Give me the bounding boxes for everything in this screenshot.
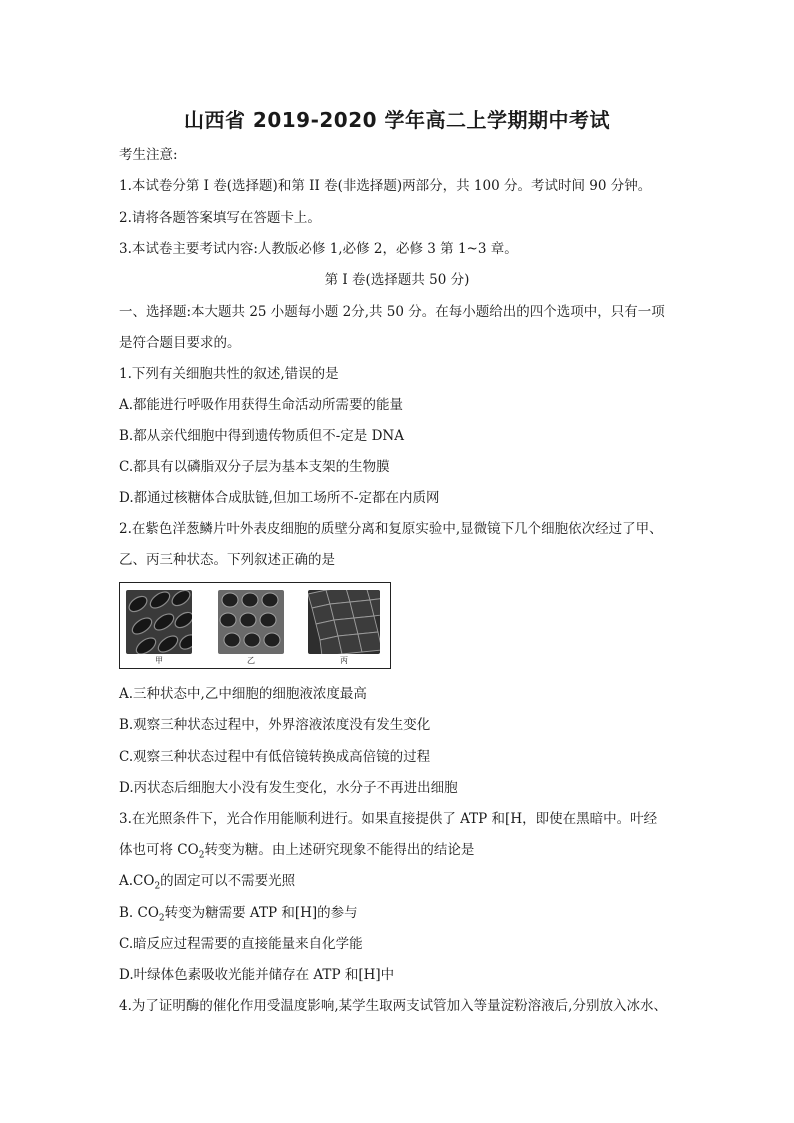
notice-2: 2.请将各题答案填写在答题卡上。 xyxy=(119,210,321,226)
micrograph-label-jia: 甲 xyxy=(155,656,163,665)
micrograph-bing xyxy=(308,590,380,654)
q2-option-a: A.三种状态中,乙中细胞的细胞液浓度最高 xyxy=(119,686,367,702)
micrograph-label-bing: 丙 xyxy=(340,656,348,665)
q2-option-c: C.观察三种状态过程中有低倍镜转换成高倍镜的过程 xyxy=(119,749,431,765)
q2-option-b: B.观察三种状态过程中，外界溶液浓度没有发生变化 xyxy=(119,717,431,733)
q1-option-b: B.都从亲代细胞中得到遗传物质但不-定是 DNA xyxy=(119,428,404,444)
q2-stem-line-2: 乙、丙三种状态。下列叙述正确的是 xyxy=(119,552,335,568)
q3-option-c: C.暗反应过程需要的直接能量来自化学能 xyxy=(119,936,363,952)
q3-option-d: D.叶绿体色素吸收光能并储存在 ATP 和[H]中 xyxy=(119,967,395,983)
micrograph-label-yi: 乙 xyxy=(247,656,255,665)
q4-stem: 4.为了证明酶的催化作用受温度影响,某学生取两支试管加入等量淀粉溶液后,分别放入冰水、 xyxy=(119,998,667,1014)
micrograph-jia xyxy=(126,590,192,654)
q3-option-a: $A.CO_2$的固定可以不需要光照 xyxy=(119,873,296,892)
q1-option-a: A.都能进行呼吸作用获得生命活动所需要的能量 xyxy=(119,397,404,413)
q1-option-c: C.都具有以磷脂双分子层为基本支架的生物膜 xyxy=(119,459,390,475)
section-title: 第 I 卷(选择题共 50 分) xyxy=(324,272,470,288)
notice-3: 3.本试卷主要考试内容:人教版必修 1,必修 2，必修 3 第 1~3 章。 xyxy=(119,241,518,257)
q1-option-d: D.都通过核糖体合成肽链,但加工场所不-定都在内质网 xyxy=(119,490,440,506)
micrograph-figure xyxy=(119,582,391,669)
section-intro-line-2: 是符合题目要求的。 xyxy=(119,335,241,351)
q3-stem-line-2: 体也可将 $CO_2$转变为糖。由上述研究现象不能得出的结论是 xyxy=(119,842,475,861)
notice-1: 1.本试卷分第 I 卷(选择题)和第 II 卷(非选择题)两部分，共 100 分。考试时间 90 分钟。 xyxy=(119,178,652,194)
micrograph-yi xyxy=(218,590,284,654)
q3-option-b: B. $CO_2$转变为糖需要 ATP 和[H]的参与 xyxy=(119,905,358,924)
q2-option-d: D.丙状态后细胞大小没有发生变化，水分子不再进出细胞 xyxy=(119,780,458,796)
section-intro-line-1: 一、选择题:本大题共 25 小题每小题 2分,共 50 分。在每小题给出的四个选项中，只有一项 xyxy=(119,304,665,320)
q3-stem-line-1: 3.在光照条件下，光合作用能顺利进行。如果直接提供了 ATP 和[H，即使在黑暗中。叶经 xyxy=(119,811,658,827)
q1-stem: 1.下列有关细胞共性的叙述,错误的是 xyxy=(119,366,339,382)
q2-stem-line-1: 2.在紫色洋葱鳞片叶外表皮细胞的质壁分离和复原实验中,显微镜下几个细胞依次经过了甲、 xyxy=(119,521,663,537)
exam-title: 山西省 2019-2020 学年高二上学期期中考试 xyxy=(183,108,611,132)
notice-heading: 考生注意: xyxy=(119,147,178,163)
